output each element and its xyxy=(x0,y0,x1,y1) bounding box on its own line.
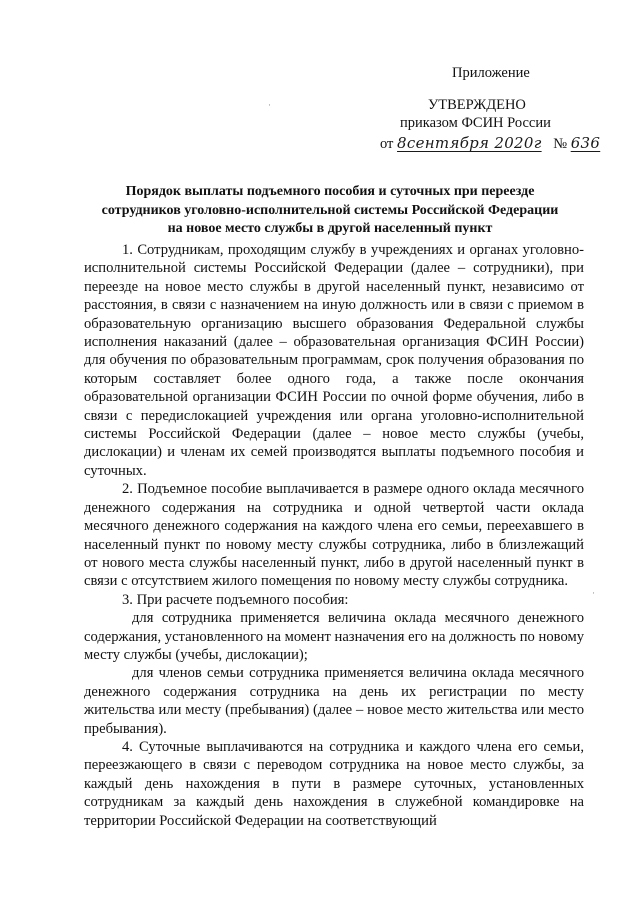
date-prefix: от xyxy=(380,136,394,152)
handwritten-date: 8сентября 2020г xyxy=(397,134,542,152)
title-line-1: Порядок выплаты подъемного пособия и суточных при переезде xyxy=(125,184,535,199)
paragraph-1: 1. Сотрудникам, проходящим службу в учреждениях и органах уголовно-исполнительной системы Российской Федерации (далее – сотрудники), при переезде на новое место службы в другой населенный пункт, независимо от расстояния, в связи с назначением на иную должность или в связи с приемом в образовательную организацию высшего образования Федеральной службы исполнения наказаний (далее – образовательная организация ФСИН России) для обучения по образовательным программам, срок получения образования по которым составляет более одного года, а также после окончания образовательной организации ФСИН России по очной форме обучения, либо в связи с передислокацией учреждения или органа уголовно-исполнительной системы Российской Федерации (далее – новое место службы (учебы, дислокации) и членам их семей производятся выплаты подъемного пособия и суточных. xyxy=(84,242,584,479)
document-title xyxy=(82,183,578,239)
title-line-2: сотрудников уголовно-исполнительной системы Российской Федерации xyxy=(101,202,559,218)
order-label: приказом ФСИН России xyxy=(400,115,551,131)
handwritten-number: 636 xyxy=(570,134,601,152)
paragraph-2: 2. Подъемное пособие выплачивается в размере одного оклада месячного денежного содержания на сотрудника и одной четвертой части оклада месячного денежного содержания на каждого члена его семьи, переехавшего в населенный пункт по новому месту службы сотрудника, либо в близлежащий от нового места службы населенный пункт, либо в другой населенный пункт в связи с отсутствием жилого помещения по новому месту службы сотрудника. xyxy=(84,481,584,590)
number-prefix: № xyxy=(553,136,568,152)
approved-label: УТВЕРЖДЕНО xyxy=(428,97,526,113)
paragraph-3: 3. При расчете подъемного пособия: xyxy=(122,591,349,608)
appendix-label: Приложение xyxy=(452,65,530,81)
paragraph-4: 4. Суточные выплачиваются на сотрудника и каждого члена его семьи, переезжающего в связи с переводом сотрудника на новое место службы, за каждый день нахождения в пути в размере суточных, установленных сотрудникам за каждый день нахождения в служебной командировке на территории Российской Федерации на соответствующий xyxy=(84,738,584,829)
scan-speck: · xyxy=(268,100,271,110)
title-line-3: на новое место службы в другой населенный пункт xyxy=(167,221,493,236)
paragraph-3-employee: для сотрудника применяется величина оклада месячного денежного содержания, установленного на момент назначения его на должность по новому месту службы (учебы, дислокации); xyxy=(84,610,584,663)
scan-speck: · xyxy=(592,588,595,598)
document-body xyxy=(84,241,584,830)
paragraph-3-family: для членов семьи сотрудника применяется величина оклада месячного денежного содержания сотрудника на день их регистрации по месту жительства или месту (пребывания) (далее – новое место жительства или место пребывания). xyxy=(84,665,584,737)
order-date-line xyxy=(380,134,600,154)
